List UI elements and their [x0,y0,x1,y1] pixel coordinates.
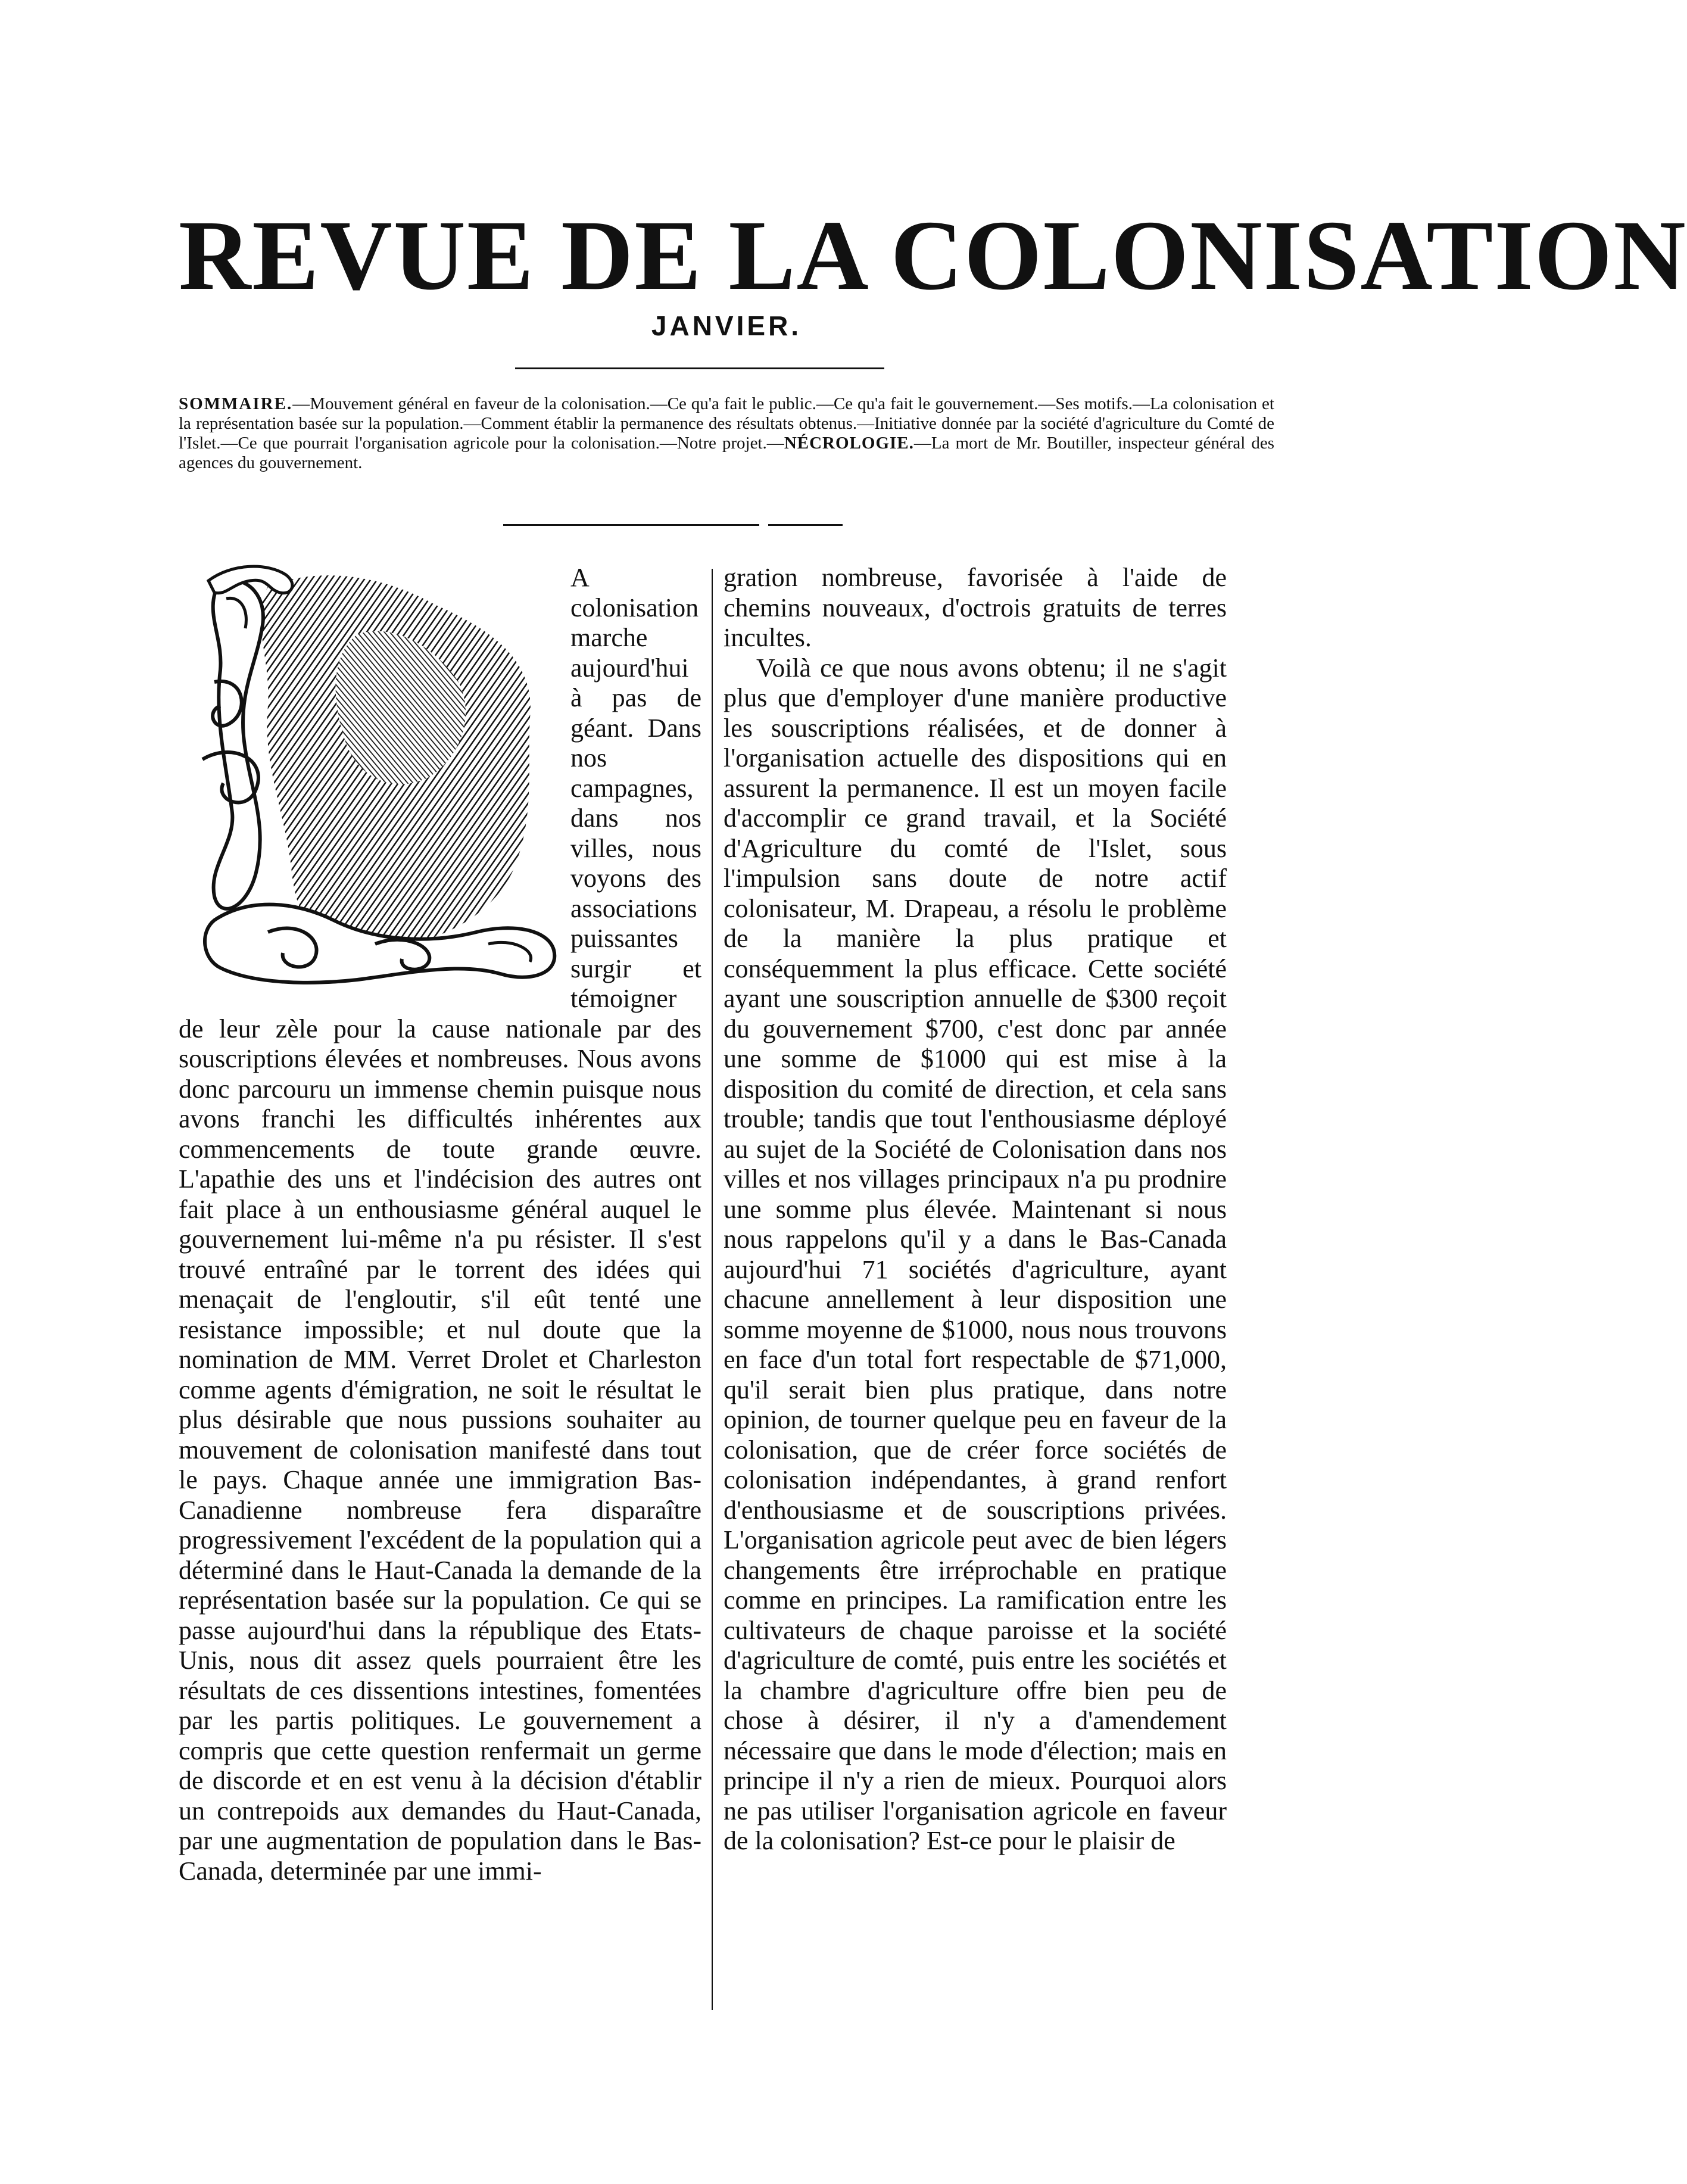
right-column [724,563,1227,1856]
summary-text: —Mouvement général en faveur de la colonisation.—Ce qu'a fait le public.—Ce qu'a fait le gouvernement.—Ses motifs.—La colonisation et la représentation basée sur la population.—Comment établir la permanence des résultats obtenus.—Initiative donnée par la société d'agriculture du Comté de l'Islet.—Ce que pourrait l'organisation agricole pour la colonisation.—Notre projet.— [179,394,1274,453]
section-rule-left [503,524,759,526]
summary-block [179,394,1274,473]
left-column-text: A colonisation marche aujourd'hui à pas de géant. Dans nos campagnes, dans nos villes, nous voyons des associations puissantes surgir et témoigner de leur zèle pour la cause nationale par des souscriptions élevées et nombreuses. Nous avons donc parcouru un immense chemin puisque nous avons franchi les difficultés inhérentes aux commencements de toute grande œuvre. L'apathie des uns et l'indécision des autres ont fait place à un enthousiasme général auquel le gouvernement lui-même n'a pu résister. Il s'est trouvé entraîné par le torrent des idées qui menaçait de l'engloutir, s'il eût tenté une resistance impossible; et nul doute que la nomination de MM. Verret Drolet et Charleston comme agents d'émigration, ne soit le résultat le plus désirable que nous pussions souhaiter au mouvement de colonisation manifesté dans tout le pays. Chaque année une immigration Bas-Canadienne nombreuse fera disparaître progressivement l'excédent de la population qui a déterminé dans le Haut-Canada la demande de la représentation basée sur la population. Ce qui se passe aujourd'hui dans la république des Etats-Unis, nous dit assez quels pourraient être les résultats de ces dissentions intestines, fomentées par les partis politiques. Le gouvernement a compris que cette question renfermait un germe de discorde et en est venu à la décision d'établir un contrepoids aux demandes du Haut-Canada, par une augmentation de population dans le Bas-Canada, determinée par une immi- [179,563,701,1886]
left-column [179,563,701,1886]
column-divider [712,569,713,2010]
issue-month: JANVIER. [651,310,802,341]
summary-label: SOMMAIRE. [179,394,293,413]
necrology-text: —La mort de Mr. Boutiller, inspecteur général des agences du gouvernement. [179,434,1275,472]
ornate-initial-L-icon [179,563,560,987]
right-column-paragraph-1: gration nombreuse, favorisée à l'aide de chemins nouveaux, d'octrois gratuits de terres incultes. [724,563,1227,652]
page-title: REVUE DE LA COLONISATION [179,200,1687,311]
right-column-paragraph-2: Voilà ce que nous avons obtenu; il ne s'agit plus que d'employer d'une manière productive les souscriptions réalisées, et de donner à l'organisation actuelle des dispositions qui en assurent la permanence. Il est un moyen facile d'accomplir ce grand travail, et la Société d'Agriculture du comté de l'Islet, sous l'impulsion sans doute de notre actif colonisateur, M. Drapeau, a résolu le problème de la manière la plus pratique et conséquemment la plus efficace. Cette société ayant une souscription annuelle de $300 reçoit du gouvernement $700, c'est donc par année une somme de $1000 qui est mise à la disposition du comité de direction, et cela sans trouble; tandis que tout l'enthousiasme déployé au sujet de la Société de Colonisation dans nos villes et nos villages principaux n'a pu prodnire une somme plus élevée. Maintenant si nous nous rappelons qu'il y a dans le Bas-Canada aujourd'hui 71 sociétés d'agriculture, ayant chacune annellement à leur disposition une somme moyenne de $1000, nous nous trouvons en face d'un total fort respectable de $71,000, qu'il serait bien plus pratique, dans notre opinion, de tourner quelque peu en faveur de la colonisation, que de créer force sociétés de colonisation indépendantes, à grand renfort d'enthousiasme et de souscriptions privées. L'organisation agricole peut avec de bien légers changements être irréprochable en pratique comme en principes. La ramification entre les cultivateurs de chaque paroisse et la société d'agriculture de comté, puis entre les sociétés et la chambre d'agriculture offre bien peu de chose à désirer, il n'y a d'amendement nécessaire que dans le mode d'élection; mais en principe il n'y a rien de mieux. Pourquoi alors ne pas utiliser l'organisation agricole en faveur de la colonisation? Est-ce pour le plaisir de [724,653,1227,1855]
section-rule-right [768,524,843,526]
necrology-label: NÉCROLOGIE. [784,434,914,453]
title-rule [515,367,884,369]
